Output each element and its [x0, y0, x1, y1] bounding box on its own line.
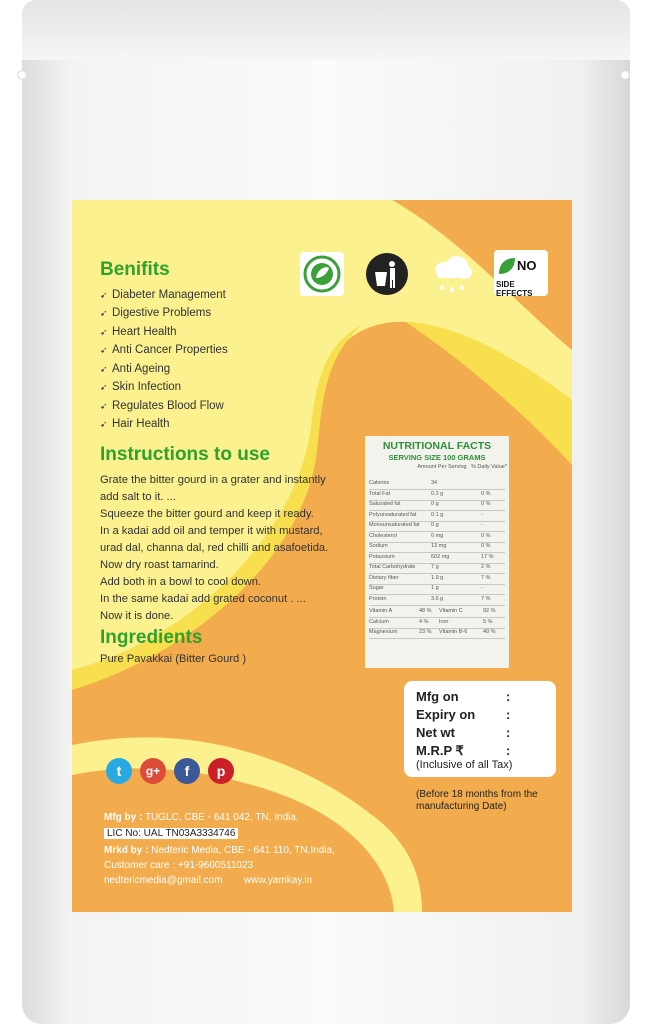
vitamin-name: Vitamin C — [439, 608, 463, 614]
nutrient-name: Potassium — [369, 553, 395, 560]
nutrient-amount: 3.6 g — [431, 595, 444, 602]
tear-notch-left — [17, 70, 27, 80]
nutrient-daily-value: 0 % — [481, 490, 491, 497]
website[interactable]: www.yamkay.in — [244, 875, 313, 886]
pinterest-icon[interactable]: p — [208, 758, 234, 784]
nutrition-title: NUTRITIONAL FACTS — [382, 440, 492, 452]
benefit-item: ➹ Hair Health — [100, 418, 170, 430]
expiry-note-line1: (Before 18 months from the — [416, 789, 538, 800]
benefit-item: ➹ Diabeter Management — [100, 289, 226, 301]
tear-notch-right — [620, 70, 630, 80]
instructions-title: Instructions to use — [100, 444, 270, 465]
nutrient-amount: 7 g — [431, 564, 439, 570]
nutrient-daily-value: 2 % — [481, 564, 491, 570]
nutrient-amount: 0.1 g — [431, 511, 444, 518]
nutrient-amount: 0.2 g — [431, 490, 444, 497]
nutrient-amount: 0 g — [431, 522, 439, 528]
vitamin-value: 40 % — [483, 629, 496, 635]
vitamin-row — [369, 627, 505, 639]
customer-care: Customer care : +91-9600511023 — [104, 860, 254, 871]
benefit-item: ➹ Skin Infection — [100, 381, 182, 393]
nutrient-name: Sugar — [369, 585, 384, 591]
email[interactable]: nedtericmedia@gmail.com — [104, 875, 223, 886]
mfg-on-label: Mfg on — [416, 689, 459, 704]
nutrient-name: Total Carbohydrate — [369, 564, 416, 570]
colon: : — [506, 707, 511, 722]
instruction-line: Squeeze the bitter gourd and keep it ready. — [100, 508, 314, 520]
nutrient-daily-value: - — [481, 522, 483, 528]
nutrient-amount: 0 mg — [431, 532, 444, 539]
mfg-by: Mfg by : TUGLC, CBE - 641 042, TN, India. — [104, 812, 299, 823]
nutrient-daily-value: - — [481, 511, 483, 518]
nutrient-daily-value: 0 % — [481, 532, 491, 539]
colon: : — [506, 689, 511, 704]
vitamin-name: Vitamin B-6 — [439, 629, 468, 635]
rain-cloud-icon — [430, 252, 474, 296]
nutrient-name: Saturated fat — [369, 501, 401, 507]
nutrient-daily-value: 7 % — [481, 574, 491, 581]
nutrient-amount: 602 mg — [431, 553, 450, 560]
nutrient-daily-value: - — [481, 585, 483, 591]
no-side-effects-badge — [494, 250, 548, 296]
benefit-item: ➹ Anti Ageing — [100, 363, 171, 375]
twitter-icon[interactable]: t — [106, 758, 132, 784]
pouch-top-seal — [22, 0, 630, 60]
vitamin-name: Iron — [439, 618, 449, 625]
lic-number: LIC No: UAL TN03A3334746 — [104, 828, 238, 839]
vitamin-value: 92 % — [483, 608, 496, 614]
nutrient-name: Protein — [369, 595, 387, 602]
amount-header: Amount Per Serving — [417, 464, 467, 470]
tax-note: (Inclusive of all Tax) — [416, 759, 513, 771]
no-text: NO — [517, 258, 537, 273]
nutrient-amount: 13 mg — [431, 543, 447, 549]
nutrient-amount: 0 g — [431, 501, 439, 507]
daily-value-header: % Daily Value* — [471, 464, 507, 470]
nutrient-name: Sodium — [369, 543, 388, 549]
nutrient-amount: 34 — [431, 480, 438, 486]
nutrient-name: Monounsaturated fat — [369, 522, 420, 528]
nutrition-row — [369, 594, 505, 606]
colon: : — [506, 725, 511, 740]
instruction-line: add salt to it. ... — [100, 491, 176, 503]
benefit-item: ➹ Digestive Problems — [100, 307, 212, 319]
vitamin-value: 48 % — [419, 608, 432, 614]
expiry-on-label: Expiry on — [416, 707, 476, 722]
preservatives-icon — [300, 252, 344, 296]
instruction-line: urad dal, channa dal, red chilli and asafoetida. — [100, 542, 329, 554]
facebook-icon[interactable]: f — [174, 758, 200, 784]
vitamin-value: 5 % — [483, 618, 493, 625]
nutrient-name: Cholesterol — [369, 532, 397, 539]
nutrient-daily-value: 0 % — [481, 543, 491, 549]
instruction-line: Now it is done. — [100, 610, 174, 622]
vitamin-name: Magnesium — [369, 629, 398, 635]
benefit-item: ➹ Regulates Blood Flow — [100, 400, 224, 412]
benefits-title: Benifits — [100, 259, 170, 280]
vitamin-name: Vitamin A — [369, 608, 393, 614]
instruction-line: Now dry roast tamarind. — [100, 559, 219, 571]
vitamin-value: 4 % — [419, 618, 429, 625]
expiry-note-line2: manufacturing Date) — [416, 801, 507, 812]
nutrient-name: Polyunsaturated fat — [369, 511, 417, 518]
instruction-line: Grate the bitter gourd in a grater and instantly — [100, 474, 326, 486]
instruction-line: In a kadai add oil and temper it with mustard, — [100, 525, 323, 537]
benefit-item: ➹ Anti Cancer Properties — [100, 344, 228, 356]
vitamin-name: Calcium — [369, 618, 389, 625]
instruction-line: In the same kadai add grated coconut . ... — [100, 593, 306, 605]
recycle-person-icon — [365, 252, 409, 296]
nutrient-daily-value: 0 % — [481, 501, 491, 507]
mrkd-by: Mrkd by : Nedteric Media, CBE - 641 110, TN,India, — [104, 845, 335, 856]
instruction-line: Add both in a bowl to cool down. — [100, 576, 262, 588]
nutrient-amount: 1 g — [431, 585, 439, 591]
vitamin-value: 23 % — [419, 629, 432, 635]
benefit-item: ➹ Heart Health — [100, 326, 177, 338]
nutrition-subtitle: SERVING SIZE 100 GRAMS — [388, 453, 486, 462]
colon: : — [506, 743, 511, 758]
ingredients-text: Pure Pavakkai (Bitter Gourd ) — [100, 653, 247, 665]
nutrient-amount: 1.9 g — [431, 574, 444, 581]
nutrition-facts-table — [365, 436, 509, 668]
net-wt-label: Net wt — [416, 725, 455, 740]
product-label — [72, 200, 572, 912]
ingredients-title: Ingredients — [100, 627, 203, 648]
side-effects-text: SIDE EFFECTS — [496, 280, 533, 298]
mfg-info-box — [404, 681, 556, 777]
nutrient-name: Total Fat — [369, 490, 391, 497]
leaf-icon — [497, 256, 517, 276]
nutrient-name: Calories — [369, 480, 390, 486]
google-plus-icon[interactable]: g+ — [140, 758, 166, 784]
nutrient-name: Dietary fiber — [369, 574, 399, 581]
nutrient-daily-value: 17 % — [481, 553, 494, 560]
mrp-label: M.R.P ₹ — [416, 743, 464, 758]
nutrient-daily-value: 7 % — [481, 595, 491, 602]
